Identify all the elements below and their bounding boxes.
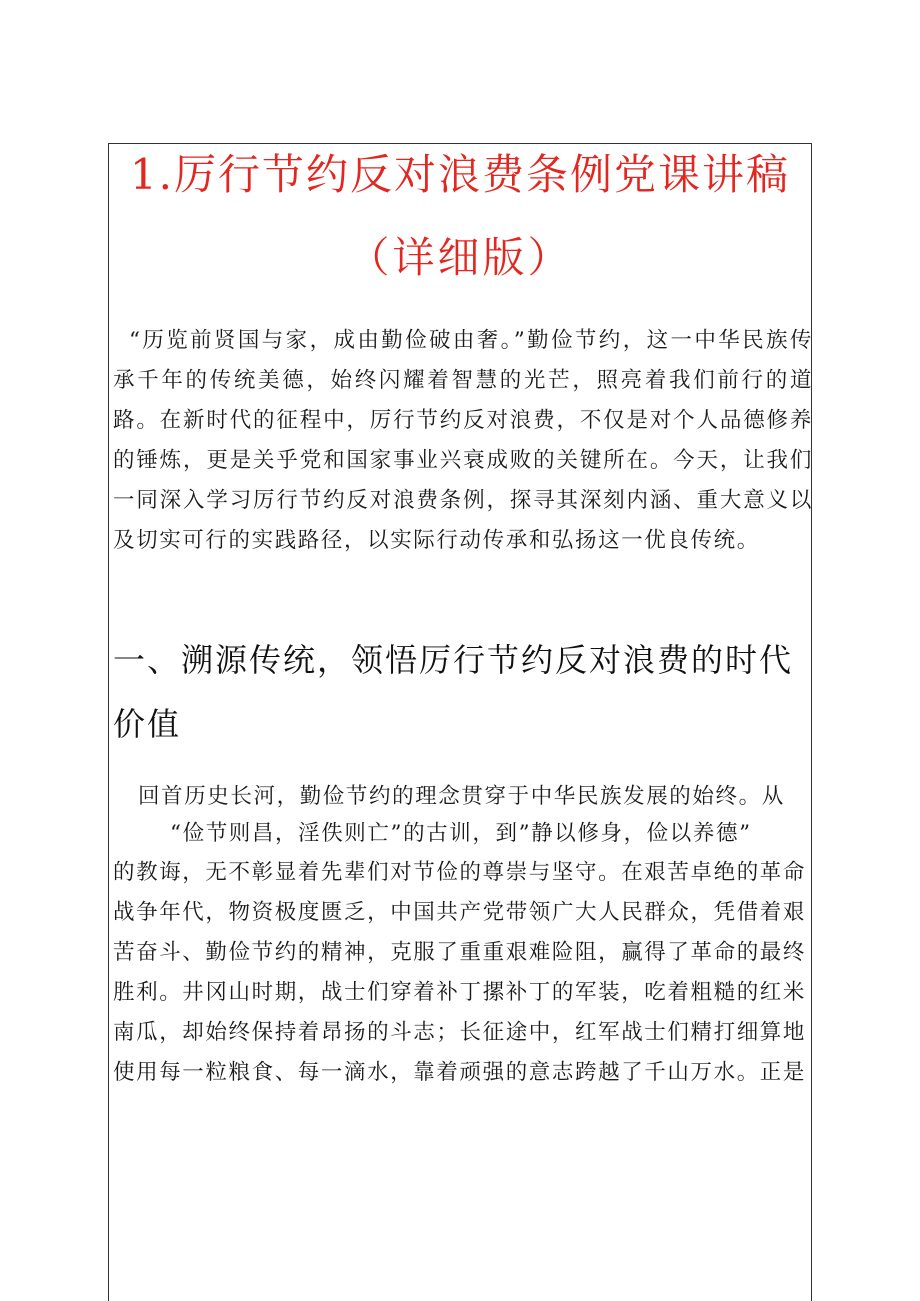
- body-line: 战争年代，物资极度匮乏，中国共产党带领广大人民群众，凭借着艰: [113, 900, 807, 925]
- body-line: 的教诲，无不彰显着先辈们对节俭的尊崇与坚守。在艰苦卓绝的革命: [113, 860, 807, 885]
- quote-line: “俭节则昌，淫佚则亡”的古训，到”静以修身，俭以养德”: [170, 821, 752, 846]
- body-line: 回首历史长河，勤俭节约的理念贯穿于中华民族发展的始终。从: [138, 784, 785, 809]
- body-line: 南瓜，却始终保持着昂扬的斗志；长征途中，红军战士们精打细算地: [113, 1020, 807, 1045]
- document-subtitle: （详细版）: [347, 233, 573, 282]
- body-line: 使用每一粒粮食、每一滴水，靠着顽强的意志跨越了千山万水。正是: [113, 1060, 807, 1085]
- body-line: 苦奋斗、勤俭节约的精神，克服了重重艰难险阻，赢得了革命的最终: [113, 940, 807, 965]
- body-line: 胜利。井冈山时期，战士们穿着补丁摞补丁的军装，吃着粗糙的红米: [113, 980, 807, 1005]
- section-heading: 一、溯源传统，领悟厉行节约反对浪费的时代价值: [113, 641, 794, 743]
- document-title: 1.厉行节约反对浪费条例党课讲稿: [129, 150, 791, 199]
- intro-paragraph: “历览前贤国与家，成由勤俭破由奢。”勤俭节约，这一中华民族传承千年的传统美德，始终闪耀着智慧的光芒，照亮着我们前行的道路。在新时代的征程中，厉行节约反对浪费，不仅是对个人品德修养的锤炼，更是关乎党和国家事业兴衰成败的关键所在。今天，让我们一同深入学习厉行节约反对浪费条例，探寻其深刻内涵、重大意义以及切实可行的实践路径，以实际行动传承和弘扬这一优良传统。: [113, 328, 813, 553]
